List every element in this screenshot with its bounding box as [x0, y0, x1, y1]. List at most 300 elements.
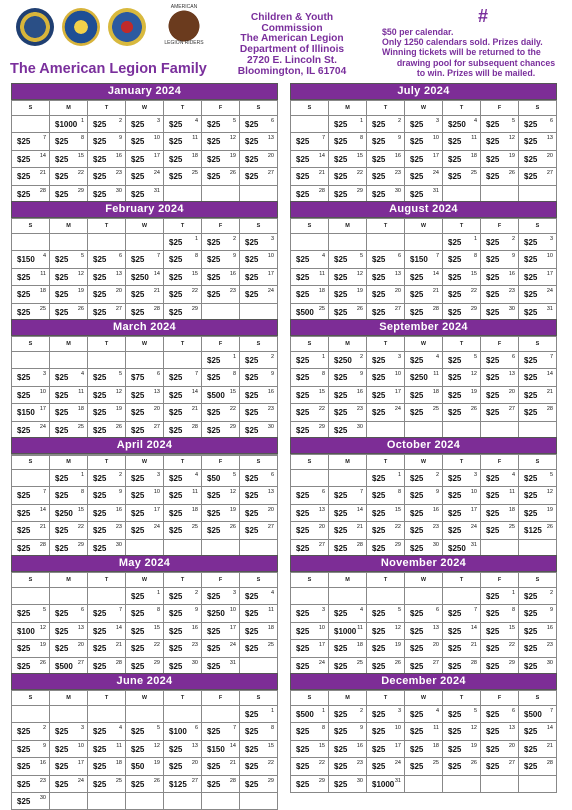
- prize-amount: $25: [296, 172, 310, 182]
- prize-amount: $25: [93, 526, 107, 536]
- day-cell: [202, 268, 240, 285]
- day-cell: [481, 758, 519, 775]
- week-row: [12, 522, 278, 539]
- prize-amount: $150: [17, 255, 35, 265]
- day-cell: [12, 487, 50, 504]
- prize-amount: $25: [207, 779, 221, 789]
- weekday-header: F: [481, 455, 519, 470]
- weekday-header: T: [164, 455, 202, 470]
- month-title: May 2024: [11, 555, 278, 572]
- day-number: 18: [508, 506, 515, 513]
- prize-amount: $25: [55, 137, 69, 147]
- prize-amount: $25: [410, 120, 424, 129]
- day-number: 20: [508, 742, 515, 749]
- day-cell: [481, 487, 519, 504]
- day-number: 9: [42, 742, 46, 749]
- day-cell: [291, 369, 329, 386]
- day-cell: [126, 792, 164, 809]
- day-cell: [443, 522, 481, 539]
- day-number: 18: [432, 388, 439, 395]
- day-number: 29: [77, 187, 84, 194]
- day-cell: [367, 421, 405, 438]
- auxiliary-emblem-icon: [62, 8, 100, 46]
- day-number: 14: [546, 371, 553, 378]
- prize-amount: $25: [17, 390, 31, 400]
- day-number: 24: [267, 288, 274, 295]
- day-number: 29: [508, 659, 515, 666]
- prize-amount: $25: [448, 137, 462, 147]
- day-number: 16: [39, 760, 46, 767]
- prize-amount: $50: [207, 474, 221, 483]
- day-number: 23: [229, 288, 236, 295]
- prize-amount: $25: [486, 373, 500, 383]
- day-number: 24: [39, 423, 46, 430]
- prize-amount: $25: [131, 290, 145, 300]
- weekday-header: T: [88, 573, 126, 588]
- day-number: 30: [115, 187, 122, 194]
- day-number: 25: [191, 524, 198, 531]
- prize-amount: $25: [410, 474, 424, 483]
- weekday-header: T: [443, 219, 481, 234]
- day-number: 8: [156, 607, 160, 614]
- day-cell: [88, 622, 126, 639]
- day-number: 17: [39, 406, 46, 413]
- prize-amount: $25: [17, 727, 31, 737]
- day-number: 3: [270, 236, 274, 242]
- prize-amount: $500: [207, 390, 225, 400]
- day-cell: [291, 758, 329, 775]
- prize-amount: $25: [372, 626, 386, 636]
- month-title: August 2024: [290, 201, 557, 218]
- prize-amount: $25: [486, 172, 500, 182]
- prize-amount: $25: [524, 474, 538, 483]
- day-cell: [481, 539, 519, 556]
- day-number: 11: [192, 135, 198, 142]
- day-cell: [88, 421, 126, 438]
- weekday-header: T: [164, 337, 202, 352]
- day-number: 2: [359, 708, 363, 714]
- day-cell: [519, 758, 557, 775]
- prize-amount: $25: [55, 290, 69, 300]
- prize-amount: $25: [448, 762, 462, 772]
- day-cell: [405, 487, 443, 504]
- prize-amount: $25: [372, 356, 386, 365]
- prize-amount: $25: [169, 154, 183, 164]
- prize-amount: $25: [245, 154, 259, 164]
- week-row: [12, 775, 278, 792]
- day-cell: [164, 251, 202, 268]
- day-number: 2: [435, 472, 439, 478]
- prize-amount: $25: [410, 137, 424, 147]
- day-cell: [329, 723, 367, 740]
- day-cell: [164, 706, 202, 723]
- prize-amount: $25: [296, 609, 310, 619]
- prize-amount: $25: [245, 356, 259, 365]
- day-number: 7: [359, 489, 363, 496]
- day-number: 3: [156, 118, 160, 124]
- prize-amount: $25: [131, 307, 145, 317]
- day-cell: [164, 386, 202, 403]
- day-number: 5: [359, 253, 363, 260]
- week-row: [291, 234, 557, 251]
- day-cell: [164, 133, 202, 150]
- day-cell: [405, 657, 443, 674]
- day-cell: [50, 487, 88, 504]
- commission-line: Children & Youth: [250, 12, 334, 23]
- day-cell: [481, 234, 519, 251]
- day-number: 13: [546, 135, 553, 142]
- day-number: 22: [191, 288, 198, 295]
- day-number: 20: [508, 388, 515, 395]
- month-title: July 2024: [290, 83, 557, 100]
- prize-amount: $25: [372, 172, 386, 182]
- day-cell: [240, 303, 278, 320]
- day-cell: [50, 470, 88, 487]
- week-row: [12, 792, 278, 809]
- day-cell: [481, 504, 519, 521]
- week-row: [12, 286, 278, 303]
- day-cell: [164, 185, 202, 202]
- prize-amount: $25: [334, 189, 348, 199]
- day-cell: [202, 352, 240, 369]
- prize-amount: $25: [93, 727, 107, 737]
- prize-amount: $25: [296, 762, 310, 772]
- prize-amount: $1000: [372, 779, 395, 789]
- day-cell: [443, 706, 481, 723]
- month-calendar: [290, 83, 557, 203]
- prize-amount: $25: [93, 255, 107, 265]
- prize-amount: $25: [131, 172, 145, 182]
- day-cell: [202, 640, 240, 657]
- day-number: 14: [39, 152, 46, 159]
- day-number: 8: [80, 489, 84, 496]
- prize-amount: $25: [296, 644, 310, 654]
- month-calendar: [290, 437, 557, 557]
- prize-amount: $25: [245, 272, 259, 282]
- day-cell: [126, 740, 164, 757]
- prize-amount: $25: [131, 779, 145, 789]
- day-number: 29: [318, 777, 325, 784]
- day-number: 25: [267, 642, 274, 649]
- prize-amount: $25: [524, 626, 538, 636]
- month-calendar: [290, 555, 557, 675]
- prize-amount: $125: [524, 526, 542, 536]
- prize-amount: $75: [131, 373, 145, 383]
- day-number: 26: [356, 305, 363, 312]
- day-cell: [202, 504, 240, 521]
- prize-amount: $25: [207, 727, 221, 737]
- prize-amount: $25: [334, 727, 348, 737]
- info-line: $50 per calendar.: [382, 27, 454, 37]
- day-number: 6: [549, 118, 553, 124]
- prize-amount: $25: [448, 307, 462, 317]
- prize-amount: $25: [296, 373, 310, 383]
- week-row: [12, 185, 278, 202]
- day-number: 13: [267, 135, 274, 142]
- day-cell: [126, 168, 164, 185]
- day-cell: [202, 792, 240, 809]
- day-cell: [126, 588, 164, 605]
- day-cell: [164, 286, 202, 303]
- prize-amount: $25: [207, 137, 221, 147]
- day-cell: [405, 352, 443, 369]
- day-number: 6: [118, 253, 122, 260]
- day-cell: [443, 352, 481, 369]
- month-title: April 2024: [11, 437, 278, 454]
- prize-amount: $25: [131, 626, 145, 636]
- day-number: 27: [508, 760, 515, 767]
- day-number: 31: [432, 187, 439, 194]
- day-cell: [240, 487, 278, 504]
- prize-amount: $25: [296, 727, 310, 737]
- weekday-header: S: [240, 455, 278, 470]
- prize-amount: $25: [372, 644, 386, 654]
- prize-amount: $25: [131, 491, 145, 501]
- ticket-number-mark: #: [478, 6, 489, 26]
- day-cell: [519, 723, 557, 740]
- prize-amount: $25: [169, 508, 183, 518]
- prize-amount: $25: [296, 255, 310, 265]
- day-cell: [126, 185, 164, 202]
- day-number: 11: [192, 489, 198, 496]
- day-cell: [50, 522, 88, 539]
- prize-amount: $25: [55, 408, 69, 418]
- prize-amount: $25: [207, 762, 221, 772]
- prize-amount: $25: [131, 474, 145, 483]
- day-cell: [240, 421, 278, 438]
- day-cell: [240, 758, 278, 775]
- prize-amount: $25: [55, 390, 69, 400]
- prize-amount: $25: [17, 307, 31, 317]
- prize-amount: $50: [131, 762, 145, 772]
- day-cell: [329, 758, 367, 775]
- prize-amount: $25: [410, 290, 424, 300]
- day-cell: [443, 234, 481, 251]
- day-number: 31: [470, 541, 477, 548]
- day-number: 1: [270, 708, 274, 714]
- day-cell: [88, 740, 126, 757]
- prize-amount: $25: [131, 154, 145, 164]
- logo-text-top: AMERICAN: [170, 4, 198, 10]
- day-cell: [519, 539, 557, 556]
- prize-amount: $25: [296, 526, 310, 536]
- prize-amount: $25: [17, 779, 31, 789]
- day-number: 4: [435, 354, 439, 360]
- month-title: February 2024: [11, 201, 278, 218]
- day-cell: [12, 723, 50, 740]
- day-number: 14: [39, 506, 46, 513]
- day-cell: [329, 640, 367, 657]
- week-row: [12, 706, 278, 723]
- day-number: 1: [511, 590, 515, 596]
- day-number: 22: [153, 642, 160, 649]
- day-cell: [481, 303, 519, 320]
- day-number: 19: [546, 506, 553, 513]
- prize-amount: $250: [55, 508, 73, 518]
- prize-amount: $25: [169, 626, 183, 636]
- day-number: 25: [318, 305, 325, 312]
- day-cell: [481, 404, 519, 421]
- day-cell: [12, 775, 50, 792]
- prize-amount: $25: [296, 543, 310, 553]
- day-cell: [443, 657, 481, 674]
- day-cell: [202, 303, 240, 320]
- prize-amount: $25: [372, 762, 386, 772]
- prize-amount: $25: [93, 609, 107, 619]
- day-number: 3: [80, 725, 84, 732]
- day-number: 27: [432, 659, 439, 666]
- day-number: 7: [42, 135, 46, 142]
- day-number: 12: [470, 725, 477, 732]
- day-cell: [202, 723, 240, 740]
- prize-amount: $25: [207, 644, 221, 654]
- weekday-header: W: [126, 455, 164, 470]
- day-number: 17: [432, 152, 439, 159]
- day-cell: [405, 588, 443, 605]
- prize-amount: $25: [131, 744, 145, 754]
- day-number: 22: [318, 406, 325, 413]
- week-row: [291, 150, 557, 167]
- day-cell: [12, 421, 50, 438]
- day-cell: [126, 404, 164, 421]
- day-cell: [202, 740, 240, 757]
- day-cell: [126, 706, 164, 723]
- weekday-header: T: [164, 101, 202, 116]
- day-cell: [202, 369, 240, 386]
- prize-amount: $25: [524, 762, 538, 772]
- prize-amount: $25: [245, 255, 259, 265]
- day-cell: [50, 251, 88, 268]
- prize-amount: $25: [410, 744, 424, 754]
- prize-amount: $25: [245, 710, 259, 719]
- prize-amount: $25: [410, 661, 424, 671]
- day-cell: [240, 588, 278, 605]
- day-cell: [12, 251, 50, 268]
- prize-amount: $25: [169, 238, 183, 247]
- day-number: 26: [77, 305, 84, 312]
- day-number: 15: [229, 388, 236, 395]
- weekday-header: S: [291, 691, 329, 706]
- day-number: 19: [229, 152, 236, 159]
- weekday-header: M: [50, 455, 88, 470]
- prize-amount: $25: [93, 154, 107, 164]
- week-row: [12, 303, 278, 320]
- day-number: 28: [546, 760, 553, 767]
- day-cell: [519, 369, 557, 386]
- prize-amount: $25: [524, 255, 538, 265]
- day-cell: [405, 404, 443, 421]
- day-number: 29: [356, 187, 363, 194]
- day-number: 16: [546, 624, 553, 631]
- prize-amount: $25: [448, 356, 462, 365]
- day-number: 25: [508, 524, 515, 531]
- week-row: [291, 352, 557, 369]
- day-cell: [12, 740, 50, 757]
- day-number: 17: [77, 760, 84, 767]
- prize-amount: $25: [93, 626, 107, 636]
- prize-amount: $25: [334, 120, 348, 129]
- month-calendar: [290, 319, 557, 439]
- week-row: [291, 421, 557, 438]
- day-cell: [481, 251, 519, 268]
- prize-amount: $25: [334, 543, 348, 553]
- day-number: 26: [115, 423, 122, 430]
- prize-amount: $25: [296, 290, 310, 300]
- day-number: 23: [356, 406, 363, 413]
- day-cell: [50, 706, 88, 723]
- day-cell: [291, 706, 329, 723]
- prize-amount: $25: [410, 727, 424, 737]
- weekday-header: F: [481, 573, 519, 588]
- day-cell: [164, 605, 202, 622]
- day-number: 18: [191, 506, 198, 513]
- day-number: 13: [508, 371, 515, 378]
- day-cell: [50, 640, 88, 657]
- prize-amount: $25: [169, 290, 183, 300]
- day-cell: [367, 622, 405, 639]
- day-cell: [12, 504, 50, 521]
- day-cell: [202, 706, 240, 723]
- prize-amount: $25: [93, 661, 107, 671]
- day-cell: [126, 286, 164, 303]
- day-number: 16: [508, 270, 515, 277]
- prize-amount: $25: [334, 491, 348, 501]
- prize-amount: $25: [245, 508, 259, 518]
- prize-amount: $25: [372, 526, 386, 536]
- day-cell: [88, 470, 126, 487]
- prize-amount: $25: [410, 626, 424, 636]
- day-number: 10: [432, 135, 439, 142]
- day-number: 10: [267, 253, 274, 260]
- day-cell: [367, 286, 405, 303]
- prize-amount: $25: [486, 491, 500, 501]
- day-cell: [443, 133, 481, 150]
- day-number: 16: [115, 506, 122, 513]
- day-cell: [291, 723, 329, 740]
- day-cell: [126, 504, 164, 521]
- prize-amount: $25: [486, 356, 500, 365]
- week-row: [291, 588, 557, 605]
- prize-amount: $25: [169, 137, 183, 147]
- day-number: 20: [318, 524, 325, 531]
- day-cell: [88, 386, 126, 403]
- prize-amount: $25: [55, 172, 69, 182]
- day-number: 6: [270, 118, 274, 124]
- day-cell: [329, 268, 367, 285]
- day-cell: [202, 404, 240, 421]
- day-cell: [481, 421, 519, 438]
- family-title: The American Legion Family: [10, 61, 207, 77]
- day-cell: [519, 133, 557, 150]
- prize-amount: $25: [372, 272, 386, 282]
- weekday-header: T: [88, 337, 126, 352]
- day-cell: [202, 251, 240, 268]
- prize-amount: $25: [131, 661, 145, 671]
- day-cell: [88, 286, 126, 303]
- prize-amount: $25: [486, 255, 500, 265]
- raffle-info: [382, 27, 570, 78]
- day-cell: [405, 303, 443, 320]
- day-number: 19: [356, 288, 363, 295]
- prize-amount: $25: [131, 508, 145, 518]
- day-number: 4: [42, 253, 46, 260]
- commission-line: Commission: [261, 22, 323, 34]
- day-number: 4: [359, 607, 363, 614]
- day-cell: [519, 775, 557, 792]
- day-cell: [367, 251, 405, 268]
- day-number: 4: [270, 590, 274, 596]
- day-number: 16: [267, 388, 274, 395]
